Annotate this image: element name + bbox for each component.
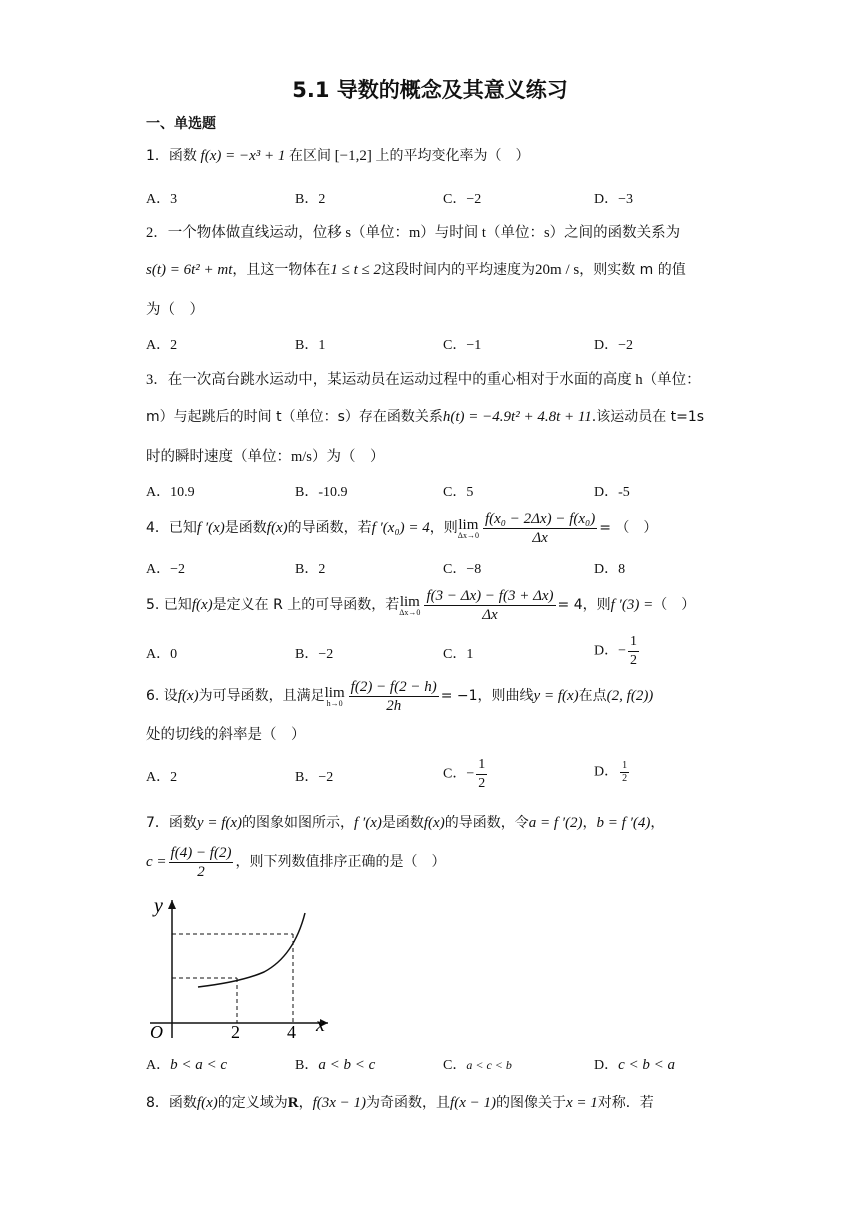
q3-option-a: A．10.9 <box>146 485 195 500</box>
function-curve <box>198 913 305 987</box>
origin-label: O <box>150 1022 163 1040</box>
q4-option-d: D．8 <box>594 562 626 577</box>
question-8: 8．函数f(x)的定义域为R，f(3x − 1)为奇函数，且f(x − 1)的图像关于x = 1对称．若 <box>146 1095 654 1111</box>
question-1: 1．函数 f(x) = −x³ + 1 在区间 [−1,2] 上的平均变化率为（ ） <box>146 148 530 164</box>
question-7-line-1: 7．函数y = f(x)的图象如图所示，f ′(x)是函数f(x)的导函数，令a = f ′(2)，b = f ′(4)， <box>146 815 665 831</box>
q1-option-d: D．−3 <box>594 192 634 207</box>
q5-option-c: C．1 <box>443 647 474 662</box>
page-title: 5.1 导数的概念及其意义练习 <box>292 78 568 102</box>
question-2-line-2: s(t) = 6t² + mt，且这一物体在1 ≤ t ≤ 2这段时间内的平均速度为20m / s，则实数 m 的值 <box>146 262 686 278</box>
fraction: $\frac{f(3 - \Delta x) - f(3 + \Delta x)}{\Delta x}$ <box>426 588 554 623</box>
question-6: 6. 设f(x)为可导函数，且满足 lim h→0 $\frac{f(2) - f(2 - h)}{2h}$ = −1，则曲线y = f(x)在点(2, f(2)) <box>146 679 654 714</box>
q3-option-d: D．-5 <box>594 485 630 500</box>
question-5: 5. 已知f(x)是定义在 R 上的可导函数，若 lim Δx→0 $\frac{f(3 - \Delta x) - f(3 + \Delta x)}{\Delta x}$ = 4，则f ′(3) =（ ） <box>146 588 696 623</box>
fraction: $\frac{\text{f(x₀ − 2Δx) − f(x₀)}}{\Delta x}$ <box>484 511 596 546</box>
x-tick-4: 4 <box>287 1022 296 1040</box>
q6-option-c: C．− $\frac{1}{2}$ <box>443 757 486 791</box>
question-3-line-2: m）与起跳后的时间 t（单位：s）存在函数关系h(t) = −4.9t² + 4.8t + 11.该运动员在 t=1s <box>146 409 705 425</box>
fraction: $\frac{f(2) - f(2 - h)}{2h}$ <box>350 679 437 714</box>
question-2-line-3: 为（ ） <box>146 302 204 318</box>
q1-option-b: B．2 <box>295 192 326 207</box>
q5-option-b: B．−2 <box>295 647 334 662</box>
q6-option-a: A．2 <box>146 770 178 785</box>
question-6-line-2: 处的切线的斜率是（ ） <box>146 727 306 743</box>
q1-option-a: A．3 <box>146 192 178 207</box>
limit-operator: lim Δx→0 <box>457 516 479 540</box>
q1-option-c: C．−2 <box>443 192 482 207</box>
q7-option-d: D．c < b < a <box>594 1057 676 1073</box>
y-axis-arrow-icon <box>168 900 176 909</box>
q4-option-a: A．−2 <box>146 562 186 577</box>
y-axis-label: y <box>154 895 163 917</box>
q2-option-d: D．−2 <box>594 338 634 353</box>
q7-option-c: C．a < c < b <box>443 1058 512 1073</box>
q5-option-d: D．− $\frac{1}{2}$ <box>594 634 638 668</box>
q6-option-d: D． $\frac{1}{2}$ <box>594 760 628 784</box>
function-graph <box>146 892 336 1040</box>
x-tick-2: 2 <box>231 1022 240 1040</box>
q7-option-a: A．b < a < c <box>146 1057 228 1073</box>
question-2-line-1: 2．一个物体做直线运动，位移 s（单位：m）与时间 t（单位：s）之间的函数关系为 <box>146 225 681 241</box>
question-4: 4．已知f ′(x)是函数f(x)的导函数，若f ′(x₀) = 4，则 lim Δx→0 $\frac{\text{f(x₀ − 2Δx) − f(x₀)}}{\Delta x}$ = （ ） <box>146 511 658 546</box>
limit-operator: lim h→0 <box>324 684 345 708</box>
section-heading: 一、单选题 <box>146 116 216 132</box>
limit-operator: lim Δx→0 <box>399 593 421 617</box>
q2-option-b: B．1 <box>295 338 326 353</box>
q6-option-b: B．−2 <box>295 770 334 785</box>
question-7-line-2: c = $\frac{f(4) - f(2)}{2}$ ，则下列数值排序正确的是（ ） <box>146 845 446 880</box>
fraction: $\frac{f(4) - f(2)}{2}$ <box>170 845 232 880</box>
q4-option-c: C．−8 <box>443 562 482 577</box>
q4-option-b: B．2 <box>295 562 326 577</box>
q2-option-a: A．2 <box>146 338 178 353</box>
q2-option-c: C．−1 <box>443 338 482 353</box>
q7-option-b: B．a < b < c <box>295 1057 376 1073</box>
question-3-line-3: 时的瞬时速度（单位：m/s）为（ ） <box>146 449 385 465</box>
question-3-line-1: 3．在一次高台跳水运动中，某运动员在运动过程中的重心相对于水面的高度 h（单位： <box>146 372 701 388</box>
x-axis-label: x <box>316 1014 325 1036</box>
q3-option-c: C．5 <box>443 485 474 500</box>
q5-option-a: A．0 <box>146 647 178 662</box>
q3-option-b: B．-10.9 <box>295 485 348 500</box>
